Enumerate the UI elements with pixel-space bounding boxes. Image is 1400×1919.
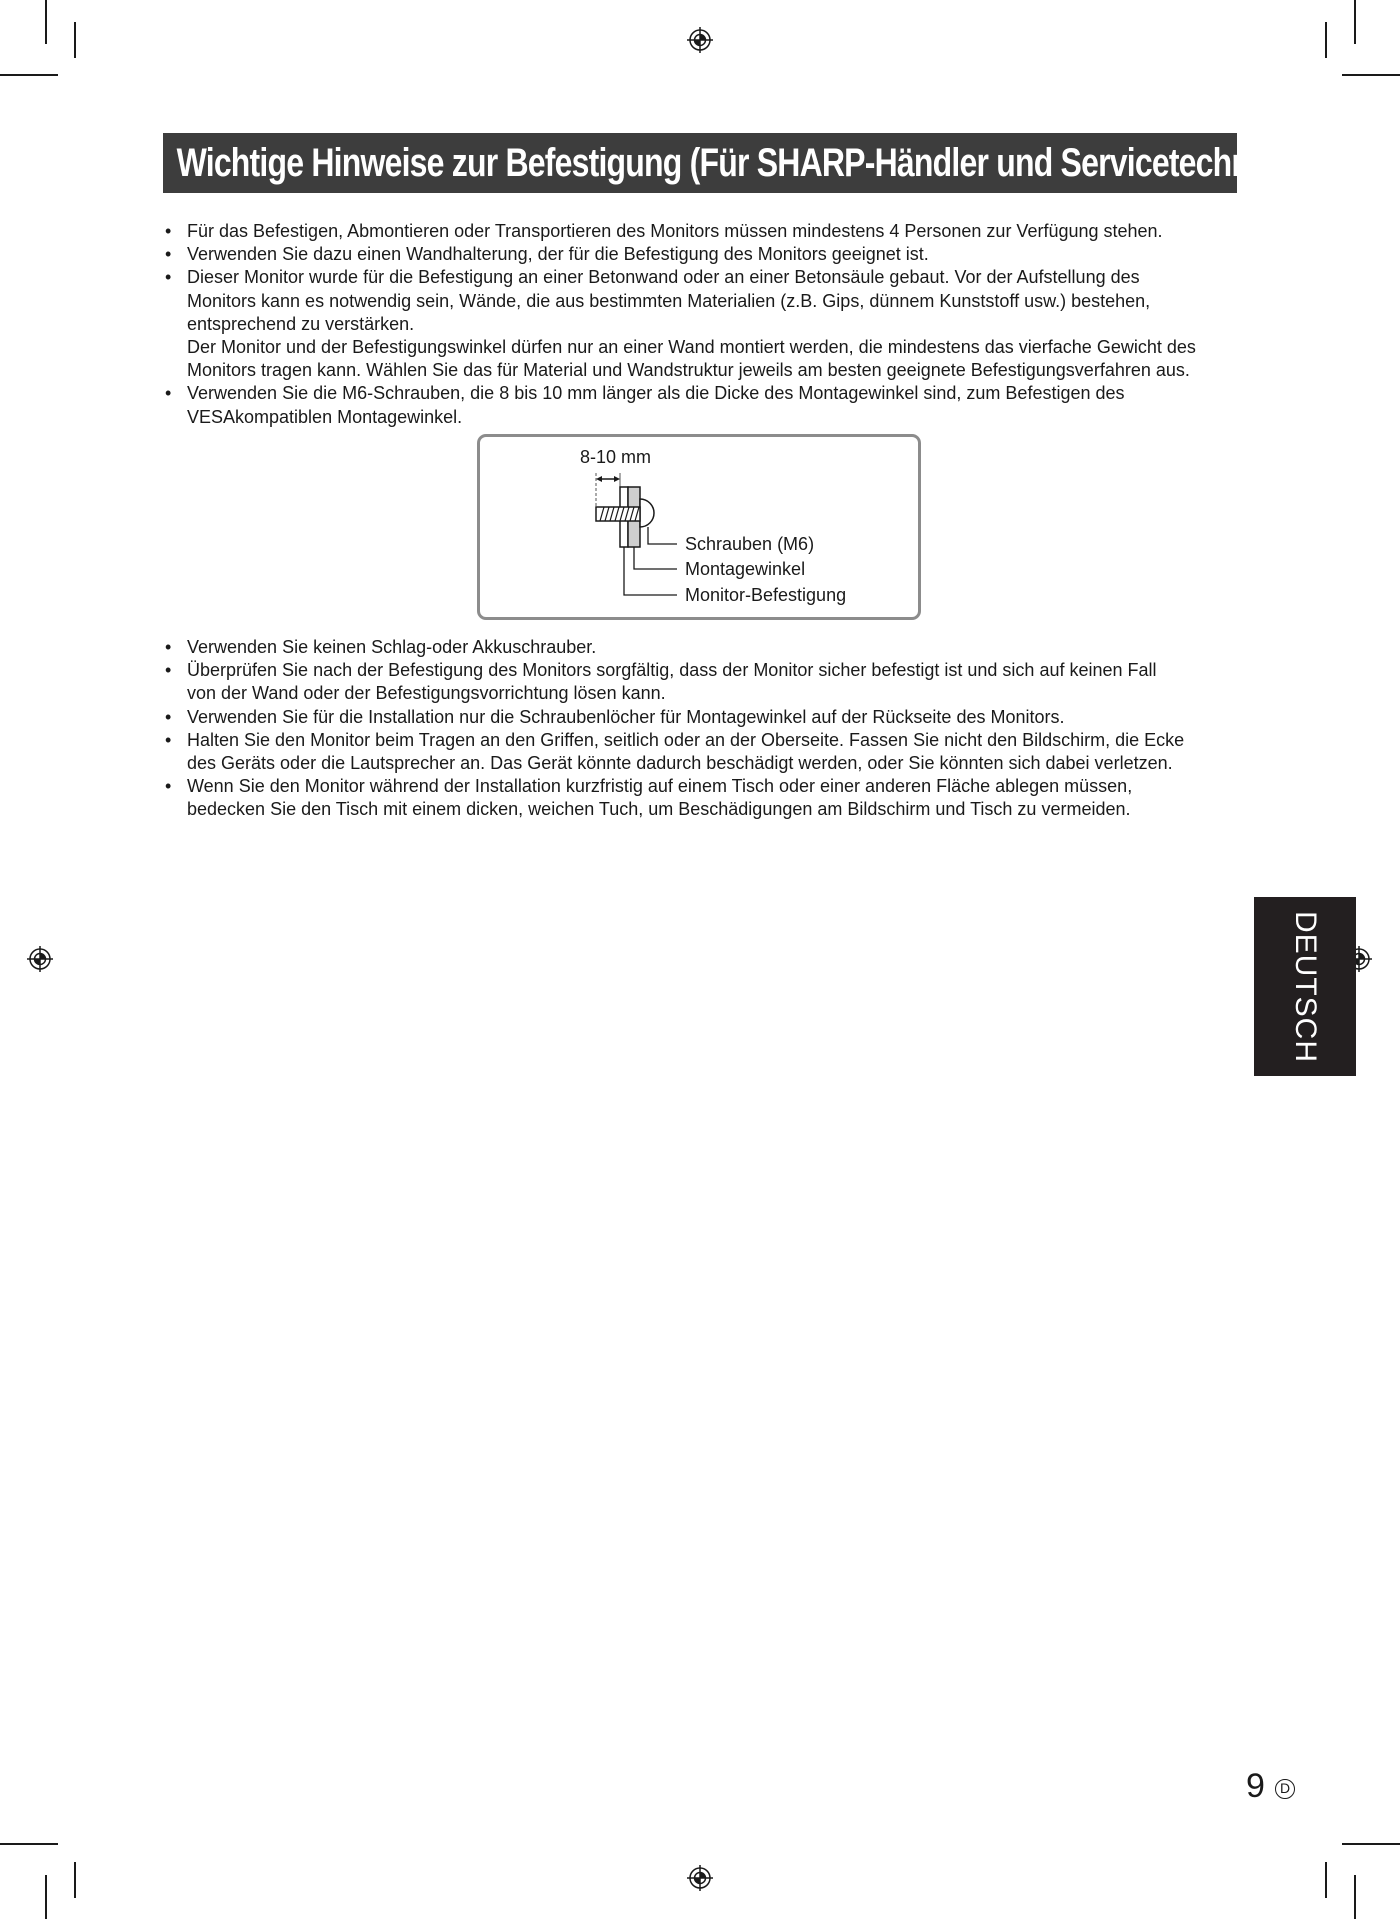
list-item-text: Verwenden Sie die M6-Schrauben, die 8 bis 10 mm länger als die Dicke des Montagewinkel sind, zum Befestigen des <box>187 383 1125 404</box>
crop-mark <box>1325 22 1327 58</box>
list-item-text: Für das Befestigen, Abmontieren oder Transportieren des Monitors müssen mindestens 4 Personen zur Verfügung stehen. <box>187 221 1163 241</box>
bullet-marker: • <box>165 221 172 241</box>
instruction-list-top <box>163 220 1243 429</box>
list-item-text: VESAkompatiblen Montagewinkel. <box>187 406 463 427</box>
crop-mark <box>74 22 76 58</box>
crop-mark <box>45 1875 47 1919</box>
list-item <box>163 659 1243 705</box>
list-item-text: Verwenden Sie für die Installation nur die Schraubenlöcher für Montagewinkel auf der Rückseite des Monitors. <box>187 706 1065 727</box>
list-item-text: Halten Sie den Monitor beim Tragen an den Griffen, seitlich oder an der Oberseite. Fassen Sie nicht den Bildschirm, die Ecke <box>187 729 1185 750</box>
crop-mark <box>1342 74 1400 76</box>
monitor-mount-label: Monitor-Befestigung <box>685 585 847 605</box>
registration-mark-icon <box>687 1865 713 1891</box>
crop-mark <box>74 1862 76 1898</box>
list-item-text: bedecken Sie den Tisch mit einem dicken, weichen Tuch, um Beschädigungen am Bildschirm und Tisch zu vermeiden. <box>187 799 1131 820</box>
crop-mark <box>1354 1875 1356 1919</box>
list-item-text: Dieser Monitor wurde für die Befestigung an einer Betonwand oder an einer Betonsäule gebaut. Vor der Aufstellung des <box>187 267 1140 288</box>
section-title-bar <box>163 133 1314 193</box>
list-item <box>163 243 1243 266</box>
language-tab <box>1254 897 1356 1076</box>
screw-mounting-diagram <box>477 434 921 620</box>
list-item-text: Wenn Sie den Monitor während der Installation kurzfristig auf einem Tisch oder einer anderen Fläche ablegen müssen, <box>187 776 1133 797</box>
list-item <box>163 729 1243 775</box>
list-item-text: Verwenden Sie dazu einen Wandhalterung, der für die Befestigung des Monitors geeignet ist. <box>187 244 929 265</box>
bullet-marker: • <box>165 244 172 265</box>
dimension-label: 8-10 mm <box>580 447 652 467</box>
crop-mark <box>1342 1843 1400 1845</box>
language-marker: D <box>1275 1779 1295 1799</box>
bullet-marker: • <box>165 729 172 750</box>
list-item <box>163 266 1243 382</box>
bracket-label: Montagewinkel <box>685 559 806 579</box>
list-item-text: Der Monitor und der Befestigungswinkel dürfen nur an einer Wand montiert werden, die mindestens das vierfache Gewicht des <box>187 337 1196 358</box>
list-item <box>163 636 1243 659</box>
crop-mark <box>1325 1862 1327 1898</box>
bullet-marker: • <box>165 637 172 657</box>
registration-mark-icon <box>27 946 53 972</box>
list-item-text: von der Wand oder der Befestigungsvorrichtung lösen kann. <box>187 683 666 704</box>
list-item <box>163 220 1243 243</box>
crop-mark <box>1354 0 1356 44</box>
crop-mark <box>0 1843 58 1845</box>
list-item-text: entsprechend zu verstärken. <box>187 313 415 334</box>
bullet-marker: • <box>165 706 172 727</box>
bullet-marker: • <box>165 267 172 288</box>
instruction-list-bottom <box>163 636 1243 822</box>
crop-mark <box>45 0 47 44</box>
list-item-text: des Geräts oder die Lautsprecher an. Das Gerät könnte dadurch beschädigt werden, oder Sie könnten sich dabei verletzen. <box>187 753 1173 774</box>
crop-mark <box>0 74 58 76</box>
registration-mark-icon <box>687 27 713 53</box>
bullet-marker: • <box>165 776 172 797</box>
list-item-text: Monitors kann es notwendig sein, Wände, die aus bestimmten Materialien (z.B. Gips, dünnem Kunststoff usw.) bestehen, <box>187 290 1151 311</box>
bullet-marker: • <box>165 660 172 681</box>
section-title: Wichtige Hinweise zur Befestigung (Für SHARP-Händler und Servicetechniker) <box>176 141 1314 185</box>
list-item <box>163 706 1243 729</box>
bullet-marker: • <box>165 383 172 404</box>
list-item <box>163 382 1243 428</box>
list-item-text: Überprüfen Sie nach der Befestigung des Monitors sorgfältig, dass der Monitor sicher befestigt ist und sich auf keinen Fall <box>187 660 1157 681</box>
page-number: 9 <box>1246 1767 1265 1805</box>
list-item-text: Monitors tragen kann. Wählen Sie das für Material und Wandstruktur jeweils am besten geeignete Befestigungsverfahren aus. <box>187 360 1190 381</box>
screw-label: Schrauben (M6) <box>685 534 815 554</box>
list-item-text: Verwenden Sie keinen Schlag-oder Akkuschrauber. <box>187 637 597 657</box>
language-tab-label: DEUTSCH <box>1289 910 1322 1063</box>
list-item <box>163 775 1243 821</box>
